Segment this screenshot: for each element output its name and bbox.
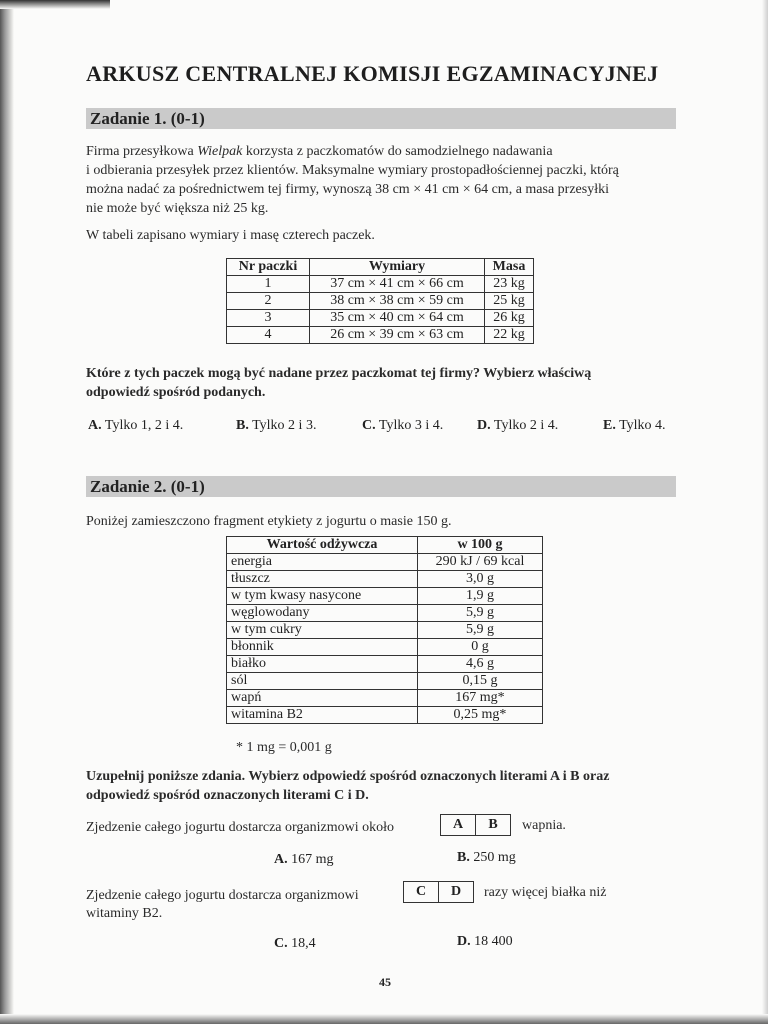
table-header-row [227, 537, 543, 554]
table-cell: węglowodany [227, 605, 418, 622]
table-row [227, 707, 543, 724]
table-cell: 0 g [418, 639, 543, 656]
answer-option-c[interactable]: C. Tylko 3 i 4. [362, 418, 444, 433]
task1-heading-bar [86, 108, 676, 129]
task1-intro-line-2: i odbierania przesyłek przez klientów. Maksymalne wymiary prostopadłościennej paczki, którą [86, 163, 619, 178]
task1-intro-line-1: Firma przesyłkowa Wielpak korzysta z paczkomatów do samodzielnego nadawania [86, 144, 553, 159]
table-row [227, 639, 543, 656]
sentence1-text: Zjedzenie całego jogurtu dostarcza organizmowi około [86, 820, 395, 835]
option-d[interactable]: D. 18 400 [457, 934, 513, 949]
bottom-edge-shadow [0, 1014, 768, 1024]
table-cell: białko [227, 656, 418, 673]
column-header: Nr paczki [227, 259, 310, 276]
table-row [227, 293, 534, 310]
task1-question-line-2: odpowiedź spośród podanych. [86, 385, 266, 400]
task1-table-intro: W tabeli zapisano wymiary i masę czterech paczek. [86, 228, 375, 243]
table-row [227, 673, 543, 690]
choice-d-box[interactable]: D [438, 882, 473, 902]
answer-option-e[interactable]: E. Tylko 4. [603, 418, 666, 433]
option-b[interactable]: B. 250 mg [457, 850, 516, 865]
table-cell: 25 kg [485, 293, 534, 310]
column-header: Wymiary [310, 259, 485, 276]
top-edge-shadow [0, 0, 110, 9]
option-a[interactable]: A. 167 mg [274, 852, 334, 867]
task2-instruction-line-1: Uzupełnij poniższe zdania. Wybierz odpowiedź spośród oznaczonych literami A i B oraz [86, 769, 610, 784]
table-cell: 0,15 g [418, 673, 543, 690]
table-row [227, 310, 534, 327]
table-cell: w tym kwasy nasycone [227, 588, 418, 605]
table-cell: 38 cm × 38 cm × 59 cm [310, 293, 485, 310]
table-row [227, 605, 543, 622]
table-row [227, 327, 534, 344]
sentence2-line2: witaminy B2. [86, 906, 163, 921]
table-row [227, 656, 543, 673]
table-cell: 4,6 g [418, 656, 543, 673]
column-header: w 100 g [418, 537, 543, 554]
table-cell: tłuszcz [227, 571, 418, 588]
nutrition-table [226, 536, 543, 724]
table-cell: 5,9 g [418, 605, 543, 622]
answer-box-cd [403, 881, 474, 903]
table-cell: energia [227, 554, 418, 571]
table-cell: 35 cm × 40 cm × 64 cm [310, 310, 485, 327]
table-row [227, 276, 534, 293]
book-spine-shadow [0, 0, 14, 1024]
page-number: 45 [379, 975, 391, 989]
task2-heading-bar [86, 476, 676, 497]
task1-question-line-1: Które z tych paczek mogą być nadane przez paczkomat tej firmy? Wybierz właściwą [86, 366, 592, 381]
table-cell: 4 [227, 327, 310, 344]
table-cell: 0,25 mg* [418, 707, 543, 724]
table-cell: wapń [227, 690, 418, 707]
table-cell: 37 cm × 41 cm × 66 cm [310, 276, 485, 293]
table-row [227, 690, 543, 707]
table-cell: 22 kg [485, 327, 534, 344]
choice-b-box[interactable]: B [475, 815, 510, 835]
table-cell: w tym cukry [227, 622, 418, 639]
task2-intro: Poniżej zamieszczono fragment etykiety z jogurtu o masie 150 g. [86, 514, 452, 529]
table-cell: 2 [227, 293, 310, 310]
task1-intro-line-3: można nadać za pośrednictwem tej firmy, wynoszą 38 cm × 41 cm × 64 cm, a masa przesyłki [86, 182, 609, 197]
task1-intro-line-4: nie może być większa niż 25 kg. [86, 201, 269, 216]
footnote: * 1 mg = 0,001 g [236, 740, 332, 755]
sentence2-text: Zjedzenie całego jogurtu dostarcza organizmowi [86, 888, 359, 903]
table-cell: 3 [227, 310, 310, 327]
sentence1-ending: wapnia. [522, 818, 566, 833]
answer-box-ab [440, 814, 511, 836]
page-title: ARKUSZ CENTRALNEJ KOMISJI EGZAMINACYJNEJ [86, 61, 659, 86]
task2-heading: Zadanie 2. (0-1) [90, 477, 205, 496]
table-row [227, 622, 543, 639]
task1-heading: Zadanie 1. (0-1) [90, 109, 205, 128]
choice-c-box[interactable]: C [415, 884, 427, 899]
answer-option-a[interactable]: A. Tylko 1, 2 i 4. [88, 418, 184, 433]
table-cell: 167 mg* [418, 690, 543, 707]
answer-option-b[interactable]: B. Tylko 2 i 3. [236, 418, 317, 433]
option-c[interactable]: C. 18,4 [274, 936, 316, 951]
table-cell: błonnik [227, 639, 418, 656]
table-row [227, 554, 543, 571]
table-cell: 5,9 g [418, 622, 543, 639]
column-header: Wartość odżywcza [227, 537, 418, 554]
parcels-table [226, 258, 534, 344]
table-cell: 26 kg [485, 310, 534, 327]
right-edge-shadow [762, 0, 768, 1024]
table-cell: 26 cm × 39 cm × 63 cm [310, 327, 485, 344]
table-cell: 290 kJ / 69 kcal [418, 554, 543, 571]
table-row [227, 571, 543, 588]
choice-a-box[interactable]: A [452, 817, 464, 832]
table-cell: 1 [227, 276, 310, 293]
task2-instruction-line-2: odpowiedź spośród oznaczonych literami C i D. [86, 788, 369, 803]
table-cell: sól [227, 673, 418, 690]
table-cell: witamina B2 [227, 707, 418, 724]
column-header: Masa [485, 259, 534, 276]
table-cell: 1,9 g [418, 588, 543, 605]
table-header-row [227, 259, 534, 276]
answer-option-d[interactable]: D. Tylko 2 i 4. [477, 418, 559, 433]
table-cell: 3,0 g [418, 571, 543, 588]
table-row [227, 588, 543, 605]
sentence2-ending: razy więcej białka niż [484, 885, 607, 900]
table-cell: 23 kg [485, 276, 534, 293]
